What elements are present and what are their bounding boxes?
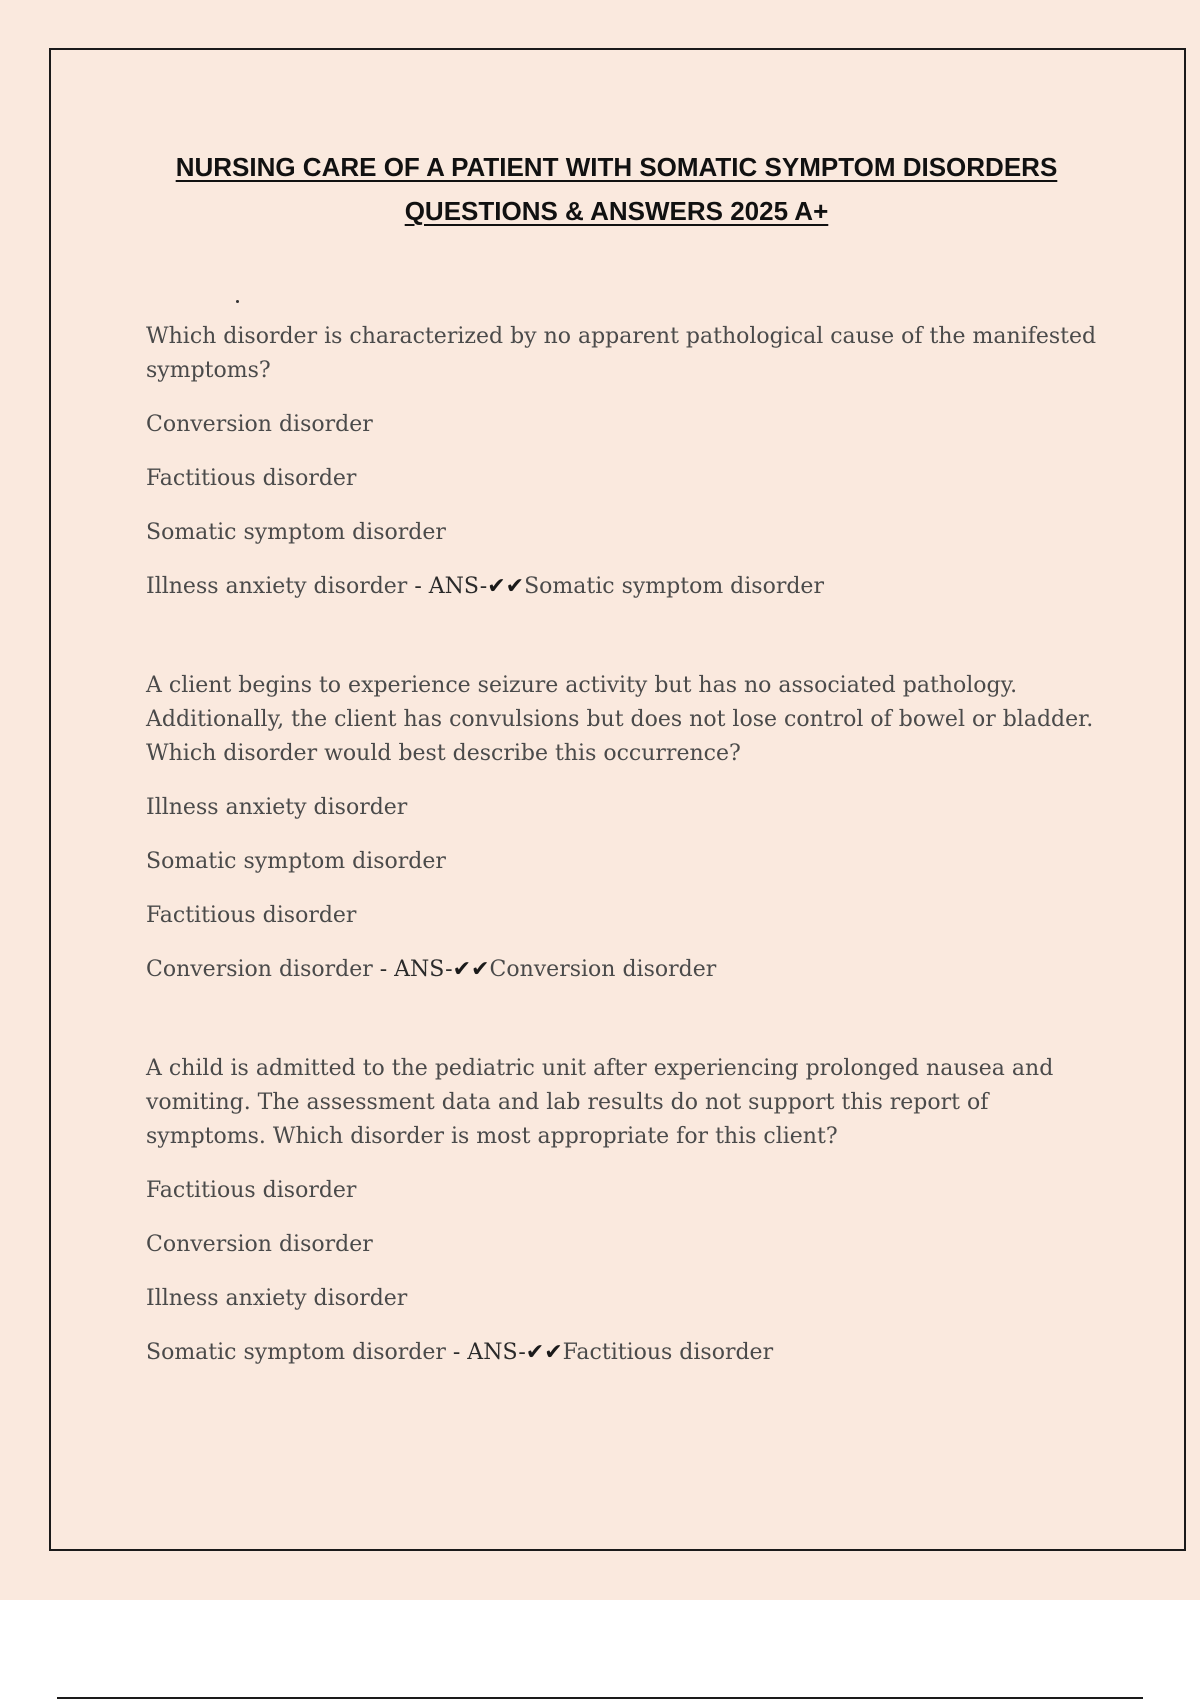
qa-content [146, 320, 1106, 1435]
footer-divider [57, 1697, 1143, 1699]
correct-answer: Factitious disorder [562, 1340, 774, 1365]
question-block-1 [146, 320, 1106, 604]
correct-answer: Somatic symptom disorder [524, 574, 824, 599]
answer-option: Somatic symptom disorder [146, 849, 446, 874]
question-block-2 [146, 669, 1106, 987]
answer-option: Illness anxiety disorder [146, 795, 408, 820]
double-check-icon: ✔✔ [452, 957, 490, 982]
question-text: A child is admitted to the pediatric unit after experiencing prolonged nausea and vomiting. The assessment data and lab results do not support this report of symptoms. Which disorder is most appropriate for this client? [146, 1056, 1054, 1149]
answer-option: Somatic symptom disorder [146, 1340, 446, 1365]
document-title [0, 145, 1200, 233]
answer-option-with-key [146, 1336, 1106, 1370]
answer-option: Somatic symptom disorder [146, 520, 446, 545]
answer-option-with-key [146, 570, 1106, 604]
answer-option: Factitious disorder [146, 903, 357, 928]
answer-key-label: - ANS- [445, 1340, 526, 1365]
answer-option: Conversion disorder [146, 1232, 373, 1257]
answer-option: Factitious disorder [146, 466, 357, 491]
answer-option-with-key [146, 953, 1106, 987]
answer-option: Illness anxiety disorder [146, 574, 408, 599]
answer-key-label: - ANS- [372, 957, 453, 982]
stray-dot [236, 300, 239, 303]
question-block-3 [146, 1052, 1106, 1370]
double-check-icon: ✔✔ [525, 1340, 563, 1365]
double-check-icon: ✔✔ [487, 574, 525, 599]
title-line-2: QUESTIONS & ANSWERS 2025 A+ [404, 196, 829, 226]
answer-option: Factitious disorder [146, 1178, 357, 1203]
title-line-1: NURSING CARE OF A PATIENT WITH SOMATIC SYMPTOM DISORDERS [175, 152, 1058, 182]
answer-option: Conversion disorder [146, 957, 373, 982]
question-text: Which disorder is characterized by no apparent pathological cause of the manifested symptoms? [146, 324, 1097, 383]
answer-key-label: - ANS- [407, 574, 488, 599]
correct-answer: Conversion disorder [489, 957, 717, 982]
answer-option: Illness anxiety disorder [146, 1286, 408, 1311]
question-text: A client begins to experience seizure activity but has no associated pathology. Additionally, the client has convulsions but does not lose control of bowel or bladder. Which disorder would best describe this occurrence? [146, 673, 1094, 766]
answer-option: Conversion disorder [146, 412, 373, 437]
